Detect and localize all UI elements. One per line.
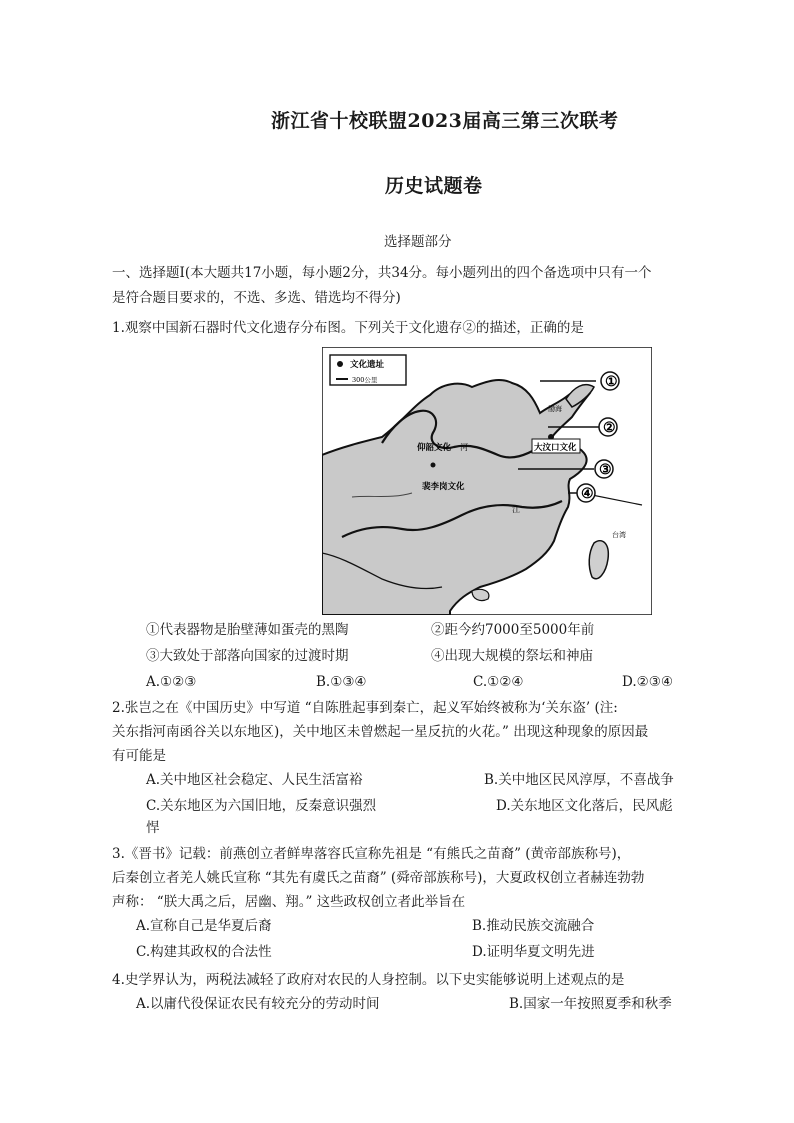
label-he: 河 — [460, 443, 468, 452]
label-taiwan: 台湾 — [612, 531, 626, 539]
map-marker-3: ③ — [599, 462, 612, 478]
q1-item-2: ②距今约7000至5000年前 — [431, 622, 595, 638]
q2-option-c: C.关东地区为六国旧地，反秦意识强烈 — [146, 798, 377, 814]
label-peiligang-culture: 裴李岗文化 — [422, 482, 465, 492]
q2-option-d: D.关东地区文化落后，民风彪 — [496, 798, 673, 814]
label-yangshao-culture: 仰韶文化 — [417, 443, 452, 453]
map-marker-4: ④ — [581, 486, 594, 502]
q4-option-a: A.以庸代役保证农民有较充分的劳动时间 — [136, 996, 380, 1012]
q2-option-d-wrap: 悍 — [146, 820, 160, 836]
q3-stem-line-2: 后秦创立者羌人姚氏宣称 “其先有虞氏之苗裔” (舜帝部族称号)，大夏政权创立者赫连勃勃 — [112, 870, 645, 886]
q2-stem-line-1: 2.张岂之在《中国历史》中写道 “自陈胜起事到秦亡，起义军始终被称为‘关东盗’ (注: — [112, 700, 618, 716]
legend-site-label: 文化遗址 — [350, 360, 385, 370]
legend-scale-label: 300公里 — [352, 376, 378, 384]
q2-stem-line-3: 有可能是 — [112, 748, 166, 764]
q4-stem: 4.史学界认为，两税法减轻了政府对农民的人身控制。以下史实能够说明上述观点的是 — [112, 972, 625, 988]
site-dot-peiligang — [431, 463, 436, 468]
q1-item-3: ③大致处于部落向国家的过渡时期 — [146, 648, 349, 664]
q1-item-1: ①代表器物是胎壁薄如蛋壳的黑陶 — [146, 622, 349, 638]
q3-option-d: D.证明华夏文明先进 — [472, 944, 595, 960]
label-dawenkou-culture: 大汶口文化 — [534, 443, 577, 453]
legend-site-symbol — [337, 361, 343, 367]
paper-subtitle: 历史试题卷 — [385, 175, 483, 197]
q3-option-a: A.宣称自己是华夏后裔 — [136, 918, 272, 934]
label-jiang: 江 — [512, 505, 520, 514]
q3-stem-line-1: 3.《晋书》记载：前燕创立者鲜卑落容氏宣称先祖是 “有熊氏之苗裔” (黄帝部族称号)， — [112, 846, 631, 862]
q2-option-b: B.关中地区民风淳厚，不喜战争 — [484, 772, 674, 788]
q1-item-4: ④出现大规模的祭坛和神庙 — [431, 648, 593, 664]
q2-stem-line-2: 关东指河南函谷关以东地区)，关中地区未曾燃起一星反抗的火花。” 出现这种现象的原因最 — [112, 724, 649, 740]
q4-option-b: B.国家一年按照夏季和秋季 — [509, 996, 672, 1012]
q3-option-c: C.构建其政权的合法性 — [136, 944, 272, 960]
q1-option-b: B.①③④ — [316, 674, 367, 690]
q3-stem-line-3: 声称： “朕大禹之后，居幽、翔。” 这些政权创立者此举旨在 — [112, 894, 466, 910]
page-title: 浙江省十校联盟2023届高三第三次联考 — [271, 110, 619, 132]
neolithic-culture-map — [322, 347, 652, 615]
label-bohai: 渤海 — [548, 405, 562, 413]
section-heading: 选择题部分 — [384, 234, 452, 250]
map-marker-2: ② — [603, 420, 616, 436]
q3-option-b: B.推动民族交流融合 — [472, 918, 595, 934]
q1-option-d: D.②③④ — [622, 674, 673, 690]
q1-option-c: C.①②④ — [473, 674, 524, 690]
instructions-line-2: 是符合题目要求的，不选、多选、错选均不得分) — [112, 290, 401, 306]
map-figure — [322, 347, 652, 615]
instructions-line-1: 一、选择题Ⅰ(本大题共17小题，每小题2分，共34分。每小题列出的四个备选项中只有一个 — [112, 265, 652, 281]
map-marker-1: ① — [605, 374, 618, 390]
q1-stem: 1.观察中国新石器时代文化遗存分布图。下列关于文化遗存②的描述，正确的是 — [112, 320, 584, 336]
q2-option-a: A.关中地区社会稳定、人民生活富裕 — [146, 772, 363, 788]
q1-option-a: A.①②③ — [146, 674, 197, 690]
